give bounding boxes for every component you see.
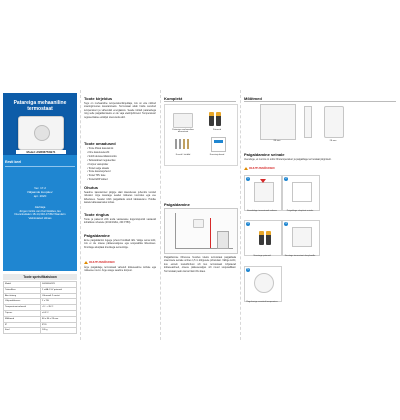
placement-title: Paigaldamine [164, 202, 190, 207]
screw-icon [179, 139, 181, 149]
spec-label: Mõõtmed [4, 316, 41, 322]
spec-label: Mudel [4, 282, 41, 288]
kit-item-label: Kruvid / tüüblid [175, 154, 191, 156]
spec-value: +5°...+35°C [41, 305, 77, 311]
dimensions-title: Mõõtmed [244, 96, 262, 101]
safety-title: Ohutus [84, 185, 98, 190]
battery-icon [266, 231, 271, 245]
spec-label: Väljundvõimsus [4, 299, 41, 305]
thermostat-image [173, 113, 193, 128]
manual-icon [211, 137, 226, 152]
disposal-text: Toote ja pakendi võib anda vastavasse kogumispunkti vastavalt kohalikele nõuetele (2012/19/EL, 2017/780). [84, 218, 156, 225]
anchor-icon [187, 139, 189, 149]
divider [5, 166, 75, 167]
thermostat-dial [34, 125, 50, 141]
spec-row [4, 328, 77, 334]
base-plate-image [292, 182, 312, 202]
feature-item: • Tootel ERP sätted [87, 178, 159, 182]
spec-value: ±0.5°C [41, 310, 77, 316]
step-2 [282, 175, 320, 211]
spec-value: 86 x 86 x 28 mm [41, 316, 77, 322]
version-line: apr. 2020 [33, 194, 47, 198]
spec-value: IP20 [41, 322, 77, 328]
safety-text: Seadme kasutamisel järgige alati käesolevas juhendis toodud nõudeid. Ärge kasutage seadet niisketes ruumides ega vee läheduses. Seadet tohib paigaldada ainult täiskasvanu. Hoidke lastele kättesaamatus kohas. [84, 191, 156, 205]
width-label: 86 mm [273, 140, 281, 142]
language-label: Eesti keel [5, 160, 22, 164]
step-3 [244, 220, 282, 256]
placement-diagram [164, 208, 238, 254]
feature-item: • Tootel selge skaala [87, 167, 159, 171]
arrow-icon [260, 179, 266, 183]
spec-label: Täpsus [4, 310, 41, 316]
version-info [8, 186, 72, 198]
spec-label: IP [4, 322, 41, 328]
side-profile [324, 106, 344, 138]
thermostat-image [18, 116, 64, 150]
install-title: Paigaldamine [84, 233, 110, 238]
description-panel [80, 90, 160, 340]
version-line: Väljaande kuupäev: [26, 190, 54, 194]
warning-heading [84, 260, 115, 264]
spec-label: Kaal [4, 328, 41, 334]
step-4 [282, 220, 320, 256]
warning-label: OHUTUSNÕUDED [89, 260, 115, 264]
depth-label: 28 mm [329, 140, 337, 142]
intro-text: Tegu on mehaaniline temperatuurikirjeldaja, mis on ette nähtud sisetingimustes kasutamiseks. Termostaat aitab hoida soovitud temperatuuri ja vähendab energiakulu. Seade töötab patareidega ning selle paigaldamiseks ei ole vaja elektrijuhtmeid. Temperatuuri reguleeritakse esiküljel oleva ketta abil. [84, 102, 156, 119]
warning-icon [84, 261, 88, 264]
install-text: Enne paigaldamist lugege juhend hoolikalt läbi. Valige seina koht, mis ei ole otsese päikesevalguse ega soojusallika läheduses. Kinnitage alusplaat kruvidega seina külge. [84, 239, 156, 249]
warning-heading [244, 166, 275, 170]
spec-label: Aku tööaeg [4, 293, 41, 299]
feature-item: • Tarkvaraliselt reguleeritav [87, 159, 159, 163]
spec-table [3, 281, 77, 334]
company-line: Jürgen Grüts van Karl Häldes, Eu [19, 208, 61, 213]
kit-item-label: Kasutusjuhend [209, 154, 225, 156]
company-info [8, 206, 72, 220]
radiator-icon [217, 231, 229, 249]
step-caption: Sisestage patareid [253, 255, 271, 257]
kit-item-label: Patareid [212, 129, 222, 131]
wall-line [175, 213, 176, 249]
intro-title: Toote kirjeldus [84, 96, 113, 101]
screw-icon [175, 139, 177, 149]
spec-value: 105 g [41, 328, 77, 334]
anchor-icon [183, 139, 185, 149]
features-list [84, 147, 159, 182]
model-label: Model: ASR067TAB71 [16, 150, 66, 154]
brochure-sheet [0, 90, 400, 340]
feature-item: • Kiire kasutuselevõtt [87, 151, 159, 155]
spec-value: 2 x AA 1.5V patareid [41, 287, 77, 293]
front-view [260, 104, 296, 140]
step-number: 4 [285, 222, 287, 225]
feature-item: • Sobib aknaventilatsiooniks [87, 155, 159, 159]
company-line: Valmistatud Hiinas [28, 215, 52, 220]
spec-value: Vähemalt 2 aastat [41, 293, 77, 299]
spec-value: 2 x 1W [41, 299, 77, 305]
step-caption: Reguleerige soovitud temperatuur [246, 301, 278, 303]
cover-title: Patareiga mehaaniline termostaat [13, 100, 67, 112]
step-number: 1 [247, 177, 249, 180]
battery-icon [209, 112, 214, 126]
warning-icon [244, 167, 248, 170]
kit-item-label: Patareiga mehaaniline termostaat [172, 129, 194, 133]
step-caption: Eemaldage termostaadi esikaas [247, 210, 277, 212]
company-line: Duvantsdalen 18-14,310-47452 Wandetn [14, 212, 66, 217]
kit-title: Komplekt [164, 96, 183, 101]
company-line: Jäuhtaja [34, 205, 46, 209]
cover-panel [0, 90, 80, 340]
spec-label: Temperatuurivahemik [4, 305, 41, 311]
feature-item: • Toote lihtsat kasutamist [87, 147, 159, 151]
spec-label: Toiteallikas [4, 287, 41, 293]
version-line: Ver. 17.2 [34, 186, 46, 190]
feature-item: • Korpus vastupidav [87, 163, 159, 167]
thermostat-image [292, 227, 312, 247]
step-caption: Paigaldage alusplaat seinale [286, 210, 314, 212]
wall-mount-title: Paigaldamine seinale [244, 152, 285, 157]
dimension-panel [320, 90, 400, 340]
spec-value: SG908-H923 [41, 282, 77, 288]
feature-item: • Tootel TPU kate [87, 174, 159, 178]
warning-label: OHUTUSNÕUDED [249, 166, 275, 170]
feature-item: • Toote kasutusjuhend [87, 170, 159, 174]
height-marker [210, 218, 211, 248]
dial-image [254, 273, 274, 293]
warning-text: Ärge paigaldage termostaati vahetult kütteseadme kohale ega niiskesse ruumi. Ärge avage seadme korpust. [84, 266, 156, 273]
thermostat-icon [193, 219, 204, 228]
kit-contents [164, 104, 238, 166]
divider [164, 101, 236, 102]
wall-mount-text: Veenduge, et ruumis on sobiv õhutemperatuur ja paigaldage termostaat järgmiselt. [244, 158, 332, 161]
step-number: 2 [285, 177, 287, 180]
installation-panel [240, 90, 332, 340]
thermostat-image [254, 182, 274, 202]
features-title: Toote omadused [84, 141, 116, 146]
step-number: 5 [247, 268, 249, 271]
spec-title: Toote spetsifikatsioon [3, 274, 77, 280]
step-5 [244, 266, 282, 302]
step-number: 3 [247, 222, 249, 225]
step-caption: Kinnitage termostaat alusplaadile [284, 255, 316, 257]
placement-text: Paigaldamise tõhususe huvides tuleks termostaat paigaldada sisemisele seinale umbes 1,5 m kõrgusele põrandast. Vältige kohti, kus esineb tuuletõmbust või kus termostaati mõjutavad kütteseadmed, otsene päikesevalgus või muud soojusallikad. Termostaat peab olema hästi õhu käes. [164, 256, 236, 273]
kit-panel [160, 90, 240, 340]
battery-icon [216, 112, 221, 126]
battery-icon [259, 231, 264, 245]
disposal-title: Toote ringlus [84, 212, 110, 217]
side-view [304, 106, 312, 138]
step-1 [244, 175, 282, 211]
